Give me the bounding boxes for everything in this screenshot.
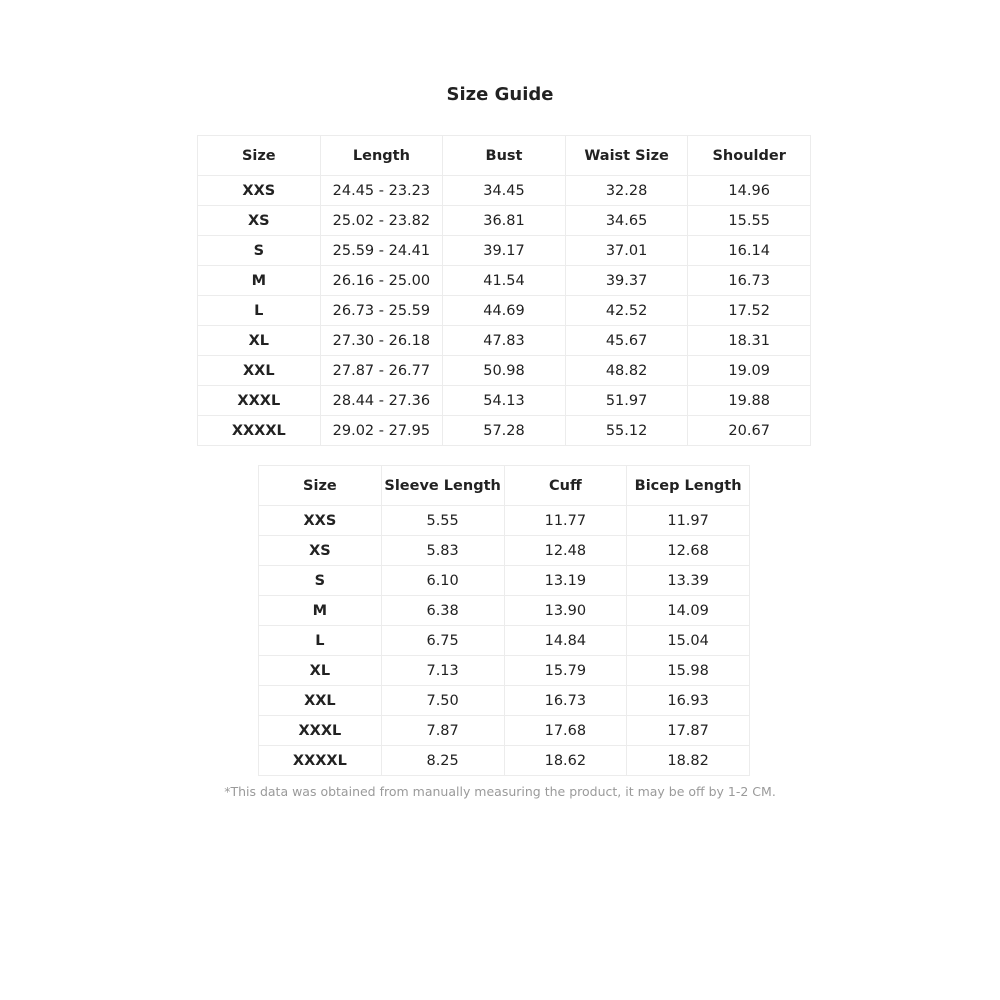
measurement-cell: 45.67 <box>565 326 688 356</box>
table-row <box>198 176 811 206</box>
table-header-row <box>198 136 811 176</box>
disclaimer-note: *This data was obtained from manually measuring the product, it may be off by 1-2 CM. <box>224 784 776 799</box>
table-row <box>259 626 750 656</box>
measurement-cell: 57.28 <box>443 416 566 446</box>
measurement-cell: 11.97 <box>627 506 750 536</box>
size-cell: XXL <box>198 356 321 386</box>
column-header-size: Size <box>259 466 382 506</box>
measurement-cell: 26.16 - 25.00 <box>320 266 443 296</box>
measurement-cell: 14.96 <box>688 176 811 206</box>
measurement-cell: 44.69 <box>443 296 566 326</box>
measurement-cell: 16.73 <box>688 266 811 296</box>
measurement-cell: 36.81 <box>443 206 566 236</box>
measurement-cell: 11.77 <box>504 506 627 536</box>
measurement-cell: 25.59 - 24.41 <box>320 236 443 266</box>
measurement-cell: 25.02 - 23.82 <box>320 206 443 236</box>
table-row <box>259 686 750 716</box>
measurement-cell: 24.45 - 23.23 <box>320 176 443 206</box>
table-row <box>259 746 750 776</box>
measurement-cell: 51.97 <box>565 386 688 416</box>
table-row <box>259 656 750 686</box>
size-cell: XXXL <box>259 716 382 746</box>
measurement-cell: 41.54 <box>443 266 566 296</box>
table-row <box>198 206 811 236</box>
measurement-cell: 37.01 <box>565 236 688 266</box>
column-header-bust: Bust <box>443 136 566 176</box>
measurement-cell: 6.10 <box>381 566 504 596</box>
table-row <box>259 536 750 566</box>
measurement-cell: 15.04 <box>627 626 750 656</box>
measurement-cell: 17.87 <box>627 716 750 746</box>
column-header-shoulder: Shoulder <box>688 136 811 176</box>
measurement-cell: 54.13 <box>443 386 566 416</box>
measurement-cell: 12.48 <box>504 536 627 566</box>
table-row <box>198 356 811 386</box>
size-cell: M <box>259 596 382 626</box>
measurement-cell: 16.14 <box>688 236 811 266</box>
measurement-cell: 6.75 <box>381 626 504 656</box>
table-row <box>198 416 811 446</box>
column-header-size: Size <box>198 136 321 176</box>
column-header-waist-size: Waist Size <box>565 136 688 176</box>
table-row <box>259 716 750 746</box>
measurement-cell: 47.83 <box>443 326 566 356</box>
measurement-cell: 39.37 <box>565 266 688 296</box>
measurement-cell: 27.87 - 26.77 <box>320 356 443 386</box>
table-row <box>259 566 750 596</box>
measurement-cell: 12.68 <box>627 536 750 566</box>
measurement-cell: 39.17 <box>443 236 566 266</box>
size-cell: M <box>198 266 321 296</box>
measurement-cell: 7.87 <box>381 716 504 746</box>
size-cell: XXS <box>198 176 321 206</box>
measurement-cell: 17.52 <box>688 296 811 326</box>
measurement-cell: 14.09 <box>627 596 750 626</box>
measurement-cell: 7.50 <box>381 686 504 716</box>
size-cell: S <box>259 566 382 596</box>
size-cell: XL <box>198 326 321 356</box>
measurement-cell: 19.88 <box>688 386 811 416</box>
table-row <box>198 326 811 356</box>
table-row <box>198 236 811 266</box>
measurement-cell: 28.44 - 27.36 <box>320 386 443 416</box>
measurement-cell: 29.02 - 27.95 <box>320 416 443 446</box>
measurement-cell: 13.90 <box>504 596 627 626</box>
measurement-cell: 5.83 <box>381 536 504 566</box>
size-table-body <box>197 135 811 446</box>
column-header-sleeve-length: Sleeve Length <box>381 466 504 506</box>
table-row <box>198 266 811 296</box>
size-cell: XXXXL <box>259 746 382 776</box>
measurement-cell: 6.38 <box>381 596 504 626</box>
size-table-sleeve <box>258 465 750 776</box>
measurement-cell: 15.98 <box>627 656 750 686</box>
measurement-cell: 18.62 <box>504 746 627 776</box>
measurement-cell: 16.93 <box>627 686 750 716</box>
table-row <box>198 386 811 416</box>
size-cell: XXL <box>259 686 382 716</box>
size-cell: XXS <box>259 506 382 536</box>
measurement-cell: 18.82 <box>627 746 750 776</box>
column-header-cuff: Cuff <box>504 466 627 506</box>
table-row <box>259 506 750 536</box>
measurement-cell: 34.65 <box>565 206 688 236</box>
table-row <box>259 596 750 626</box>
measurement-cell: 14.84 <box>504 626 627 656</box>
measurement-cell: 8.25 <box>381 746 504 776</box>
measurement-cell: 27.30 - 26.18 <box>320 326 443 356</box>
size-cell: XL <box>259 656 382 686</box>
size-cell: XXXL <box>198 386 321 416</box>
measurement-cell: 13.19 <box>504 566 627 596</box>
measurement-cell: 55.12 <box>565 416 688 446</box>
measurement-cell: 15.55 <box>688 206 811 236</box>
measurement-cell: 13.39 <box>627 566 750 596</box>
measurement-cell: 18.31 <box>688 326 811 356</box>
measurement-cell: 32.28 <box>565 176 688 206</box>
measurement-cell: 16.73 <box>504 686 627 716</box>
size-cell: XS <box>259 536 382 566</box>
measurement-cell: 19.09 <box>688 356 811 386</box>
measurement-cell: 50.98 <box>443 356 566 386</box>
measurement-cell: 20.67 <box>688 416 811 446</box>
size-cell: L <box>198 296 321 326</box>
size-cell: XXXXL <box>198 416 321 446</box>
measurement-cell: 42.52 <box>565 296 688 326</box>
page-title: Size Guide <box>446 84 554 105</box>
measurement-cell: 48.82 <box>565 356 688 386</box>
measurement-cell: 17.68 <box>504 716 627 746</box>
size-cell: S <box>198 236 321 266</box>
measurement-cell: 26.73 - 25.59 <box>320 296 443 326</box>
table-header-row <box>259 466 750 506</box>
measurement-cell: 15.79 <box>504 656 627 686</box>
size-cell: XS <box>198 206 321 236</box>
column-header-length: Length <box>320 136 443 176</box>
measurement-cell: 34.45 <box>443 176 566 206</box>
column-header-bicep-length: Bicep Length <box>627 466 750 506</box>
measurement-cell: 7.13 <box>381 656 504 686</box>
measurement-cell: 5.55 <box>381 506 504 536</box>
table-row <box>198 296 811 326</box>
size-cell: L <box>259 626 382 656</box>
